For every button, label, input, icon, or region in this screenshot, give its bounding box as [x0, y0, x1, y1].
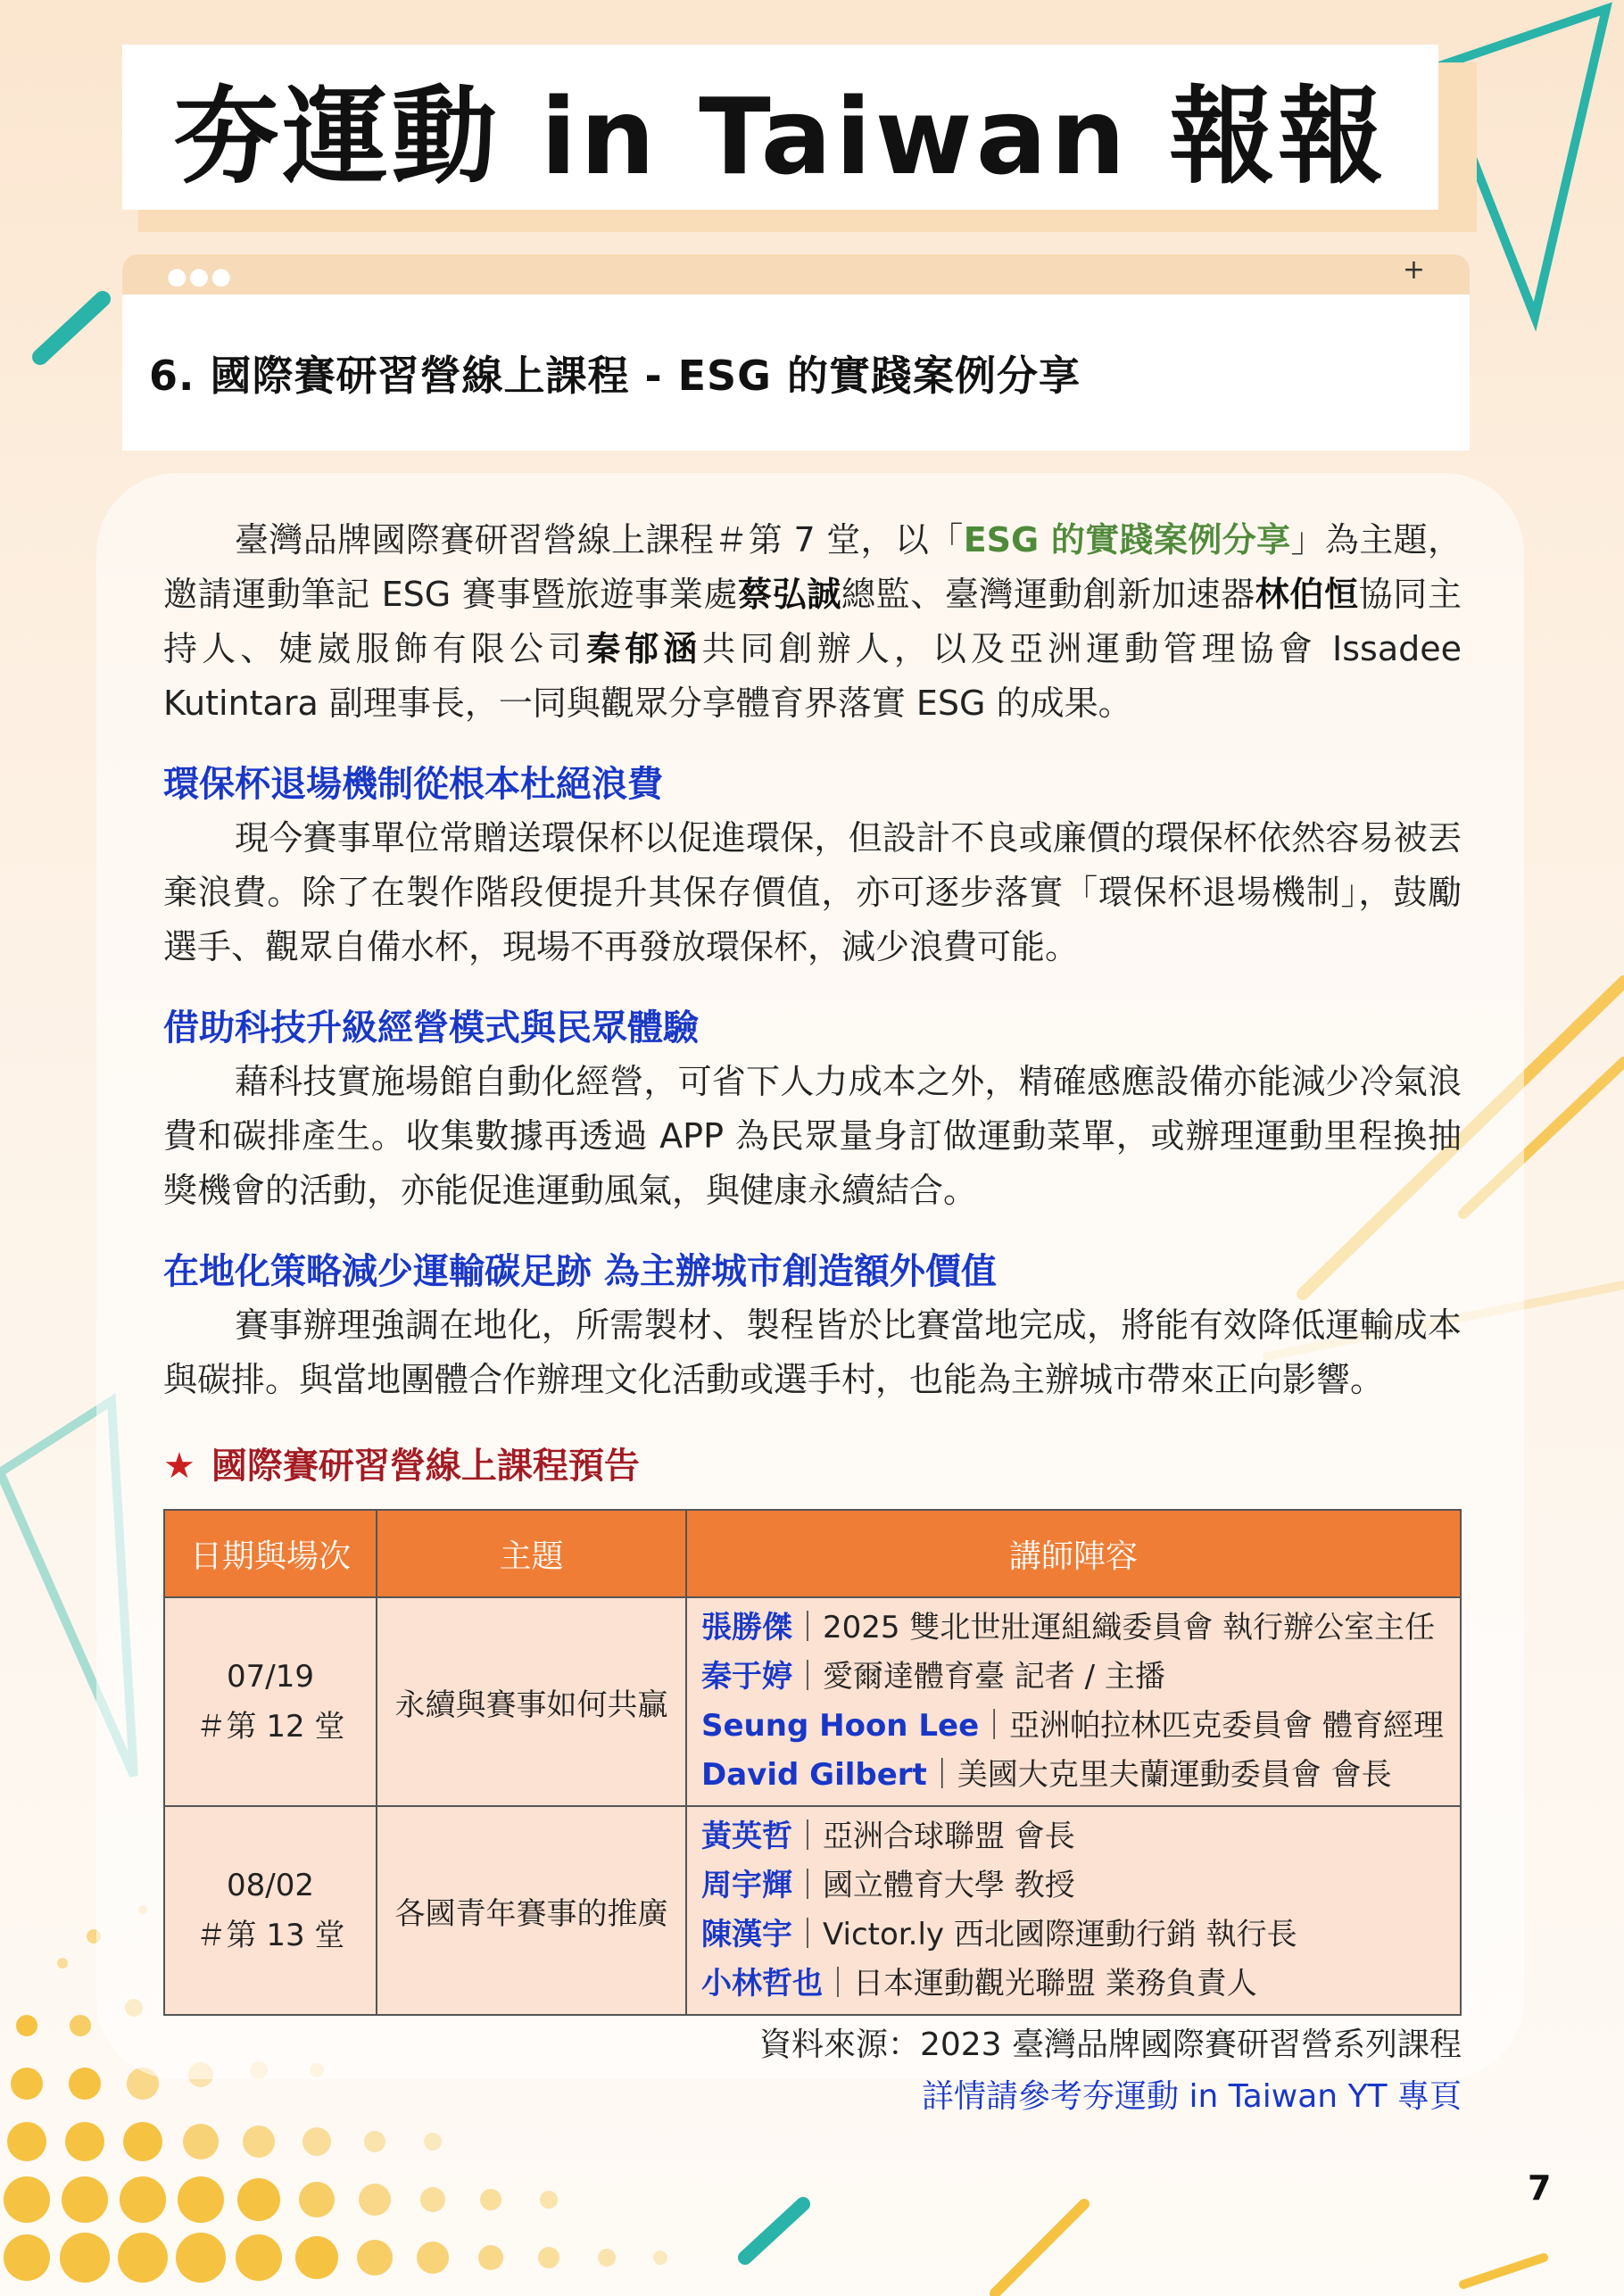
speaker-title: ｜愛爾達體育臺 記者 / 主播	[792, 1659, 1165, 1695]
intro-text: 臺灣品牌國際賽研習營線上課程＃第 7 堂，以「	[235, 520, 964, 559]
speaker-entry	[701, 1653, 1446, 1702]
window-bar	[122, 254, 1470, 294]
speaker-name: 秦于婷	[701, 1659, 792, 1695]
teal-stroke-decoration	[745, 2204, 803, 2258]
intro-paragraph	[163, 513, 1462, 731]
title-banner	[122, 45, 1438, 210]
speaker-name: 陳漢宇	[701, 1917, 792, 1952]
speaker-entry	[701, 1751, 1446, 1800]
teal-stroke-decoration	[40, 299, 103, 357]
subsection-heading: 借助科技升級經營模式與民眾體驗	[163, 1007, 699, 1049]
speaker-name: 張勝傑	[701, 1610, 792, 1645]
session-number: ＃第 12 堂	[195, 1709, 345, 1745]
speaker-title: ｜美國大克里夫蘭運動委員會 會長	[926, 1757, 1392, 1793]
speaker-entry	[701, 1702, 1446, 1751]
person-name: 林伯恒	[1255, 575, 1359, 614]
window-dots-icon: ●●●	[167, 263, 234, 290]
source-note: 資料來源：2023 臺灣品牌國際賽研習營系列課程	[758, 2027, 1462, 2063]
subsection-body: 賽事辦理強調在地化，所需製材、製程皆於比賽當地完成，將能有效降低運輸成本與碳排。與當地團體合作辦理文化活動或選手村，也能為主辦城市帶來正向影響。	[163, 1305, 1462, 1399]
session-date-cell	[164, 1597, 377, 1806]
speaker-entry	[701, 1960, 1446, 2009]
speaker-title: ｜2025 雙北世壯運組織委員會 執行辦公室主任	[792, 1610, 1436, 1645]
preview-heading	[163, 1439, 1462, 1493]
speaker-entry	[701, 1604, 1446, 1653]
speaker-name: 黃英哲	[701, 1819, 792, 1854]
speaker-name: Seung Hoon Lee	[701, 1708, 980, 1744]
yellow-line-decoration	[1463, 2258, 1544, 2284]
session-topic: 各國青年賽事的推廣	[377, 1806, 686, 2015]
speaker-title: ｜國立體育大學 教授	[792, 1868, 1075, 1903]
session-date: 07/19	[227, 1659, 314, 1695]
speakers-cell	[686, 1806, 1461, 2015]
column-header-date: 日期與場次	[164, 1510, 377, 1597]
intro-highlight: ESG 的實踐案例分享	[963, 520, 1291, 559]
page-title: 夯運動 in Taiwan 報報	[173, 74, 1388, 198]
subsection-body: 藉科技實施場館自動化經營，可省下人力成本之外，精確感應設備亦能減少冷氣浪費和碳排產生。收集數據再透過 APP 為民眾量身訂做運動菜單，或辦理運動里程換抽獎機會的活動，亦能促進運動風氣，與健康永續結合。	[163, 1062, 1462, 1210]
intro-text: 協同主持人、婕崴服飾有限公司	[163, 575, 1462, 668]
column-header-speakers: 講師陣容	[686, 1510, 1461, 1597]
intro-text: 共同創辦人，以及亞洲運動管理協會 Issadee Kutintara 副理事長，一同與觀眾分享體育界落實 ESG 的成果。	[163, 629, 1462, 723]
speaker-name: David Gilbert	[701, 1757, 927, 1793]
preview-heading-text: 國際賽研習營線上課程預告	[211, 1446, 640, 1487]
article-body	[163, 513, 1462, 2123]
speaker-entry	[701, 1861, 1446, 1911]
schedule-table	[163, 1509, 1462, 2016]
intro-text: 」為主題，邀請運動筆記 ESG 賽事暨旅遊事業處	[163, 520, 1462, 614]
speaker-entry	[701, 1911, 1446, 1960]
person-name: 秦郁涵	[586, 629, 702, 668]
intro-text: 總監、臺灣運動創新加速器	[841, 575, 1255, 614]
subsection-heading: 環保杯退場機制從根本杜絕浪費	[163, 764, 663, 805]
plus-icon: +	[1402, 254, 1425, 286]
table-header-row	[164, 1510, 1461, 1597]
table-row	[164, 1597, 1461, 1806]
speaker-name: 小林哲也	[701, 1966, 823, 2002]
speaker-entry	[701, 1812, 1446, 1861]
column-header-topic: 主題	[377, 1510, 686, 1597]
speaker-name: 周宇輝	[701, 1868, 792, 1903]
youtube-link[interactable]: 詳情請參考夯運動 in Taiwan YT 專頁	[922, 2078, 1462, 2115]
speaker-title: ｜Victor.ly 西北國際運動行銷 執行長	[792, 1917, 1297, 1952]
yellow-line-decoration	[995, 2204, 1084, 2293]
session-topic: 永續與賽事如何共贏	[377, 1597, 686, 1806]
table-row	[164, 1806, 1461, 2015]
session-date: 08/02	[227, 1868, 314, 1903]
section-heading: 6. 國際賽研習營線上課程 - ESG 的實踐案例分享	[149, 351, 1081, 400]
speaker-title: ｜亞洲合球聯盟 會長	[792, 1819, 1075, 1854]
session-number: ＃第 13 堂	[195, 1918, 345, 1953]
page-number: 7	[1528, 2168, 1552, 2208]
subsection-heading: 在地化策略減少運輸碳足跡 為主辦城市創造額外價值	[163, 1251, 997, 1292]
section-heading-box	[122, 294, 1470, 451]
speaker-title: ｜日本運動觀光聯盟 業務負責人	[823, 1966, 1257, 2002]
speaker-title: ｜亞洲帕拉林匹克委員會 體育經理	[979, 1708, 1444, 1744]
speakers-cell	[686, 1597, 1461, 1806]
session-date-cell	[164, 1806, 377, 2015]
person-name: 蔡弘誠	[738, 575, 841, 614]
star-icon: ★	[163, 1446, 195, 1487]
subsection-body: 現今賽事單位常贈送環保杯以促進環保，但設計不良或廉價的環保杯依然容易被丟棄浪費。除了在製作階段便提升其保存價值，亦可逐步落實「環保杯退場機制」，鼓勵選手、觀眾自備水杯，現場不再發放環保杯，減少浪費可能。	[163, 818, 1462, 966]
